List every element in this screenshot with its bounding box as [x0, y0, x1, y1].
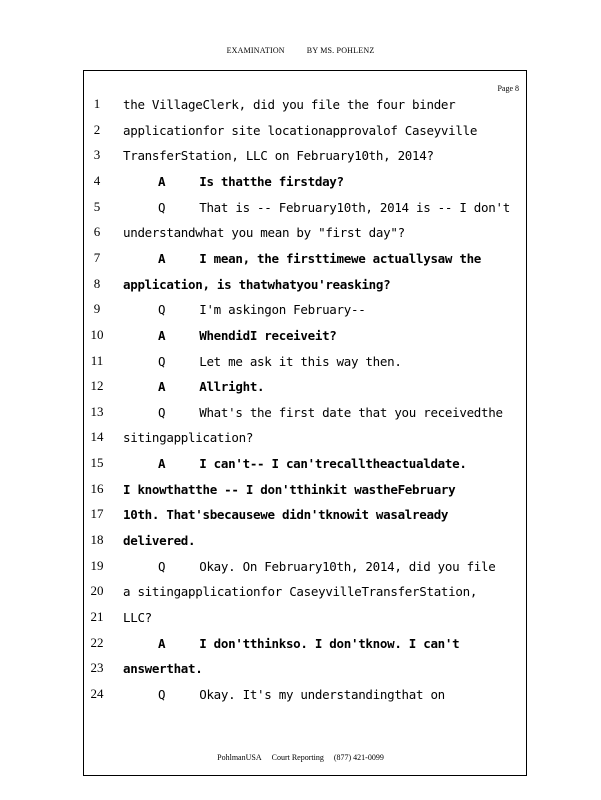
line-number: 19 [90, 557, 104, 573]
page-header [0, 46, 601, 55]
line-number: 7 [93, 249, 101, 265]
line-number: 17 [90, 506, 104, 522]
testimony-text: I knowthatthe -- I don'tthinkit wastheFebruary [123, 481, 456, 497]
line-number: 22 [90, 634, 104, 650]
line-text [158, 354, 402, 369]
line-text [123, 482, 455, 497]
testimony-text: application, is thatwhatyou'reasking? [123, 276, 391, 292]
line-text [158, 456, 467, 471]
line-number: 14 [90, 429, 104, 445]
line-text [158, 687, 445, 702]
line-number: 21 [90, 609, 104, 624]
line-number: 2 [93, 121, 101, 137]
line-text [158, 559, 496, 574]
line-text [158, 636, 459, 651]
testimony-text: applicationfor site locationapprovalof Caseyville [123, 122, 478, 138]
line-number: 5 [93, 198, 101, 214]
transcript-line [0, 583, 601, 609]
line-text [123, 610, 152, 625]
line-text [158, 379, 264, 394]
transcript-line [0, 429, 601, 455]
testimony-text: What's the first date that you receivedthe [199, 404, 503, 420]
line-number: 23 [90, 660, 104, 676]
line-text [158, 302, 365, 317]
line-text [123, 584, 477, 599]
line-number: 3 [93, 147, 101, 163]
line-number: 20 [90, 583, 104, 599]
testimony-text: That is -- February10th, 2014 is -- I don't [199, 199, 510, 215]
transcript-line [0, 660, 601, 686]
transcript-line [0, 250, 601, 276]
line-number: 6 [93, 224, 101, 240]
testimony-text: Let me ask it this way then. [199, 353, 402, 369]
testimony-text: delivered. [123, 533, 196, 549]
testimony-text: 10th. That'sbecausewe didn'tknowit wasalready [123, 507, 449, 523]
testimony-text: I don'tthinkso. I don'tknow. I can't [199, 635, 460, 651]
line-text [123, 661, 202, 676]
line-number: 13 [90, 403, 104, 419]
header-section: EXAMINATION [226, 46, 285, 55]
transcript-line [0, 686, 601, 712]
page-number: Page 8 [497, 84, 519, 93]
transcript-line [0, 173, 601, 199]
testimony-text: TransferStation, LLC on February10th, 2014? [123, 148, 434, 164]
speaker-label: A [158, 379, 166, 395]
speaker-label: A [158, 173, 166, 189]
line-text [123, 148, 434, 163]
transcript-line [0, 506, 601, 532]
speaker-label: Q [158, 302, 166, 318]
speaker-label: A [158, 327, 166, 343]
header-examiner: BY MS. POHLENZ [306, 46, 375, 55]
speaker-label: A [158, 635, 166, 651]
line-number: 1 [93, 96, 101, 111]
testimony-text: understandwhat you mean by "first day"? [123, 225, 405, 241]
testimony-text: I mean, the firsttimewe actuallysaw the [199, 250, 482, 266]
transcript-line [0, 455, 601, 481]
transcript-line [0, 378, 601, 404]
speaker-label: Q [158, 558, 166, 574]
testimony-text: I'm askingon February-- [199, 302, 366, 318]
transcript-line [0, 481, 601, 507]
transcript-line [0, 635, 601, 661]
transcript-line [0, 353, 601, 379]
line-number: 18 [90, 532, 104, 548]
speaker-label: Q [158, 686, 166, 702]
speaker-label: A [158, 250, 166, 266]
line-text [158, 174, 344, 189]
speaker-label: A [158, 456, 166, 472]
line-text [158, 328, 337, 343]
testimony-text: Is thatthe firstday? [199, 173, 344, 189]
line-number: 15 [90, 455, 104, 471]
speaker-label: Q [158, 199, 166, 215]
speaker-label: Q [158, 404, 166, 420]
page-footer [0, 753, 601, 762]
testimony-text: I can't-- I can'trecalltheactualdate. [199, 456, 467, 472]
transcript-line [0, 147, 601, 173]
line-text [158, 405, 503, 420]
footer-company: PohlmanUSA [217, 753, 262, 762]
line-number: 16 [90, 480, 104, 496]
testimony-text: WhendidI receiveit? [199, 327, 337, 343]
testimony-text: sitingapplication? [123, 430, 254, 446]
line-text [123, 97, 455, 112]
line-number: 9 [93, 301, 101, 317]
line-text [158, 200, 510, 215]
transcript-line [0, 224, 601, 250]
testimony-text: Allright. [199, 379, 265, 395]
line-number: 12 [90, 378, 104, 394]
transcript-line [0, 276, 601, 302]
testimony-text: Okay. It's my understandingthat on [199, 686, 445, 702]
line-number: 11 [90, 352, 104, 368]
line-number: 8 [93, 275, 101, 291]
testimony-text: Okay. On February10th, 2014, did you file [199, 558, 496, 574]
line-text [123, 533, 195, 548]
speaker-label: Q [158, 353, 166, 369]
transcript-line [0, 532, 601, 558]
transcript-line [0, 96, 601, 122]
transcript-line [0, 558, 601, 584]
transcript-line [0, 122, 601, 148]
line-number: 24 [90, 685, 104, 701]
line-number: 10 [90, 326, 104, 342]
transcript-line [0, 199, 601, 225]
line-text [123, 430, 253, 445]
line-text [123, 507, 448, 522]
testimony-text: answerthat. [123, 661, 203, 677]
testimony-text: a sitingapplicationfor CaseyvilleTransferStation, [123, 584, 478, 600]
footer-service: Court Reporting [271, 753, 324, 762]
transcript-line [0, 327, 601, 353]
testimony-text: the VillageClerk, did you file the four binder [123, 97, 456, 112]
line-text [123, 225, 405, 240]
transcript-line [0, 404, 601, 430]
transcript-line [0, 301, 601, 327]
line-text [123, 277, 390, 292]
line-text [123, 123, 477, 138]
footer-phone: (877) 421-0099 [333, 753, 384, 762]
transcript-line [0, 609, 601, 635]
line-text [158, 251, 481, 266]
line-number: 4 [93, 172, 101, 188]
testimony-text: LLC? [123, 610, 152, 625]
